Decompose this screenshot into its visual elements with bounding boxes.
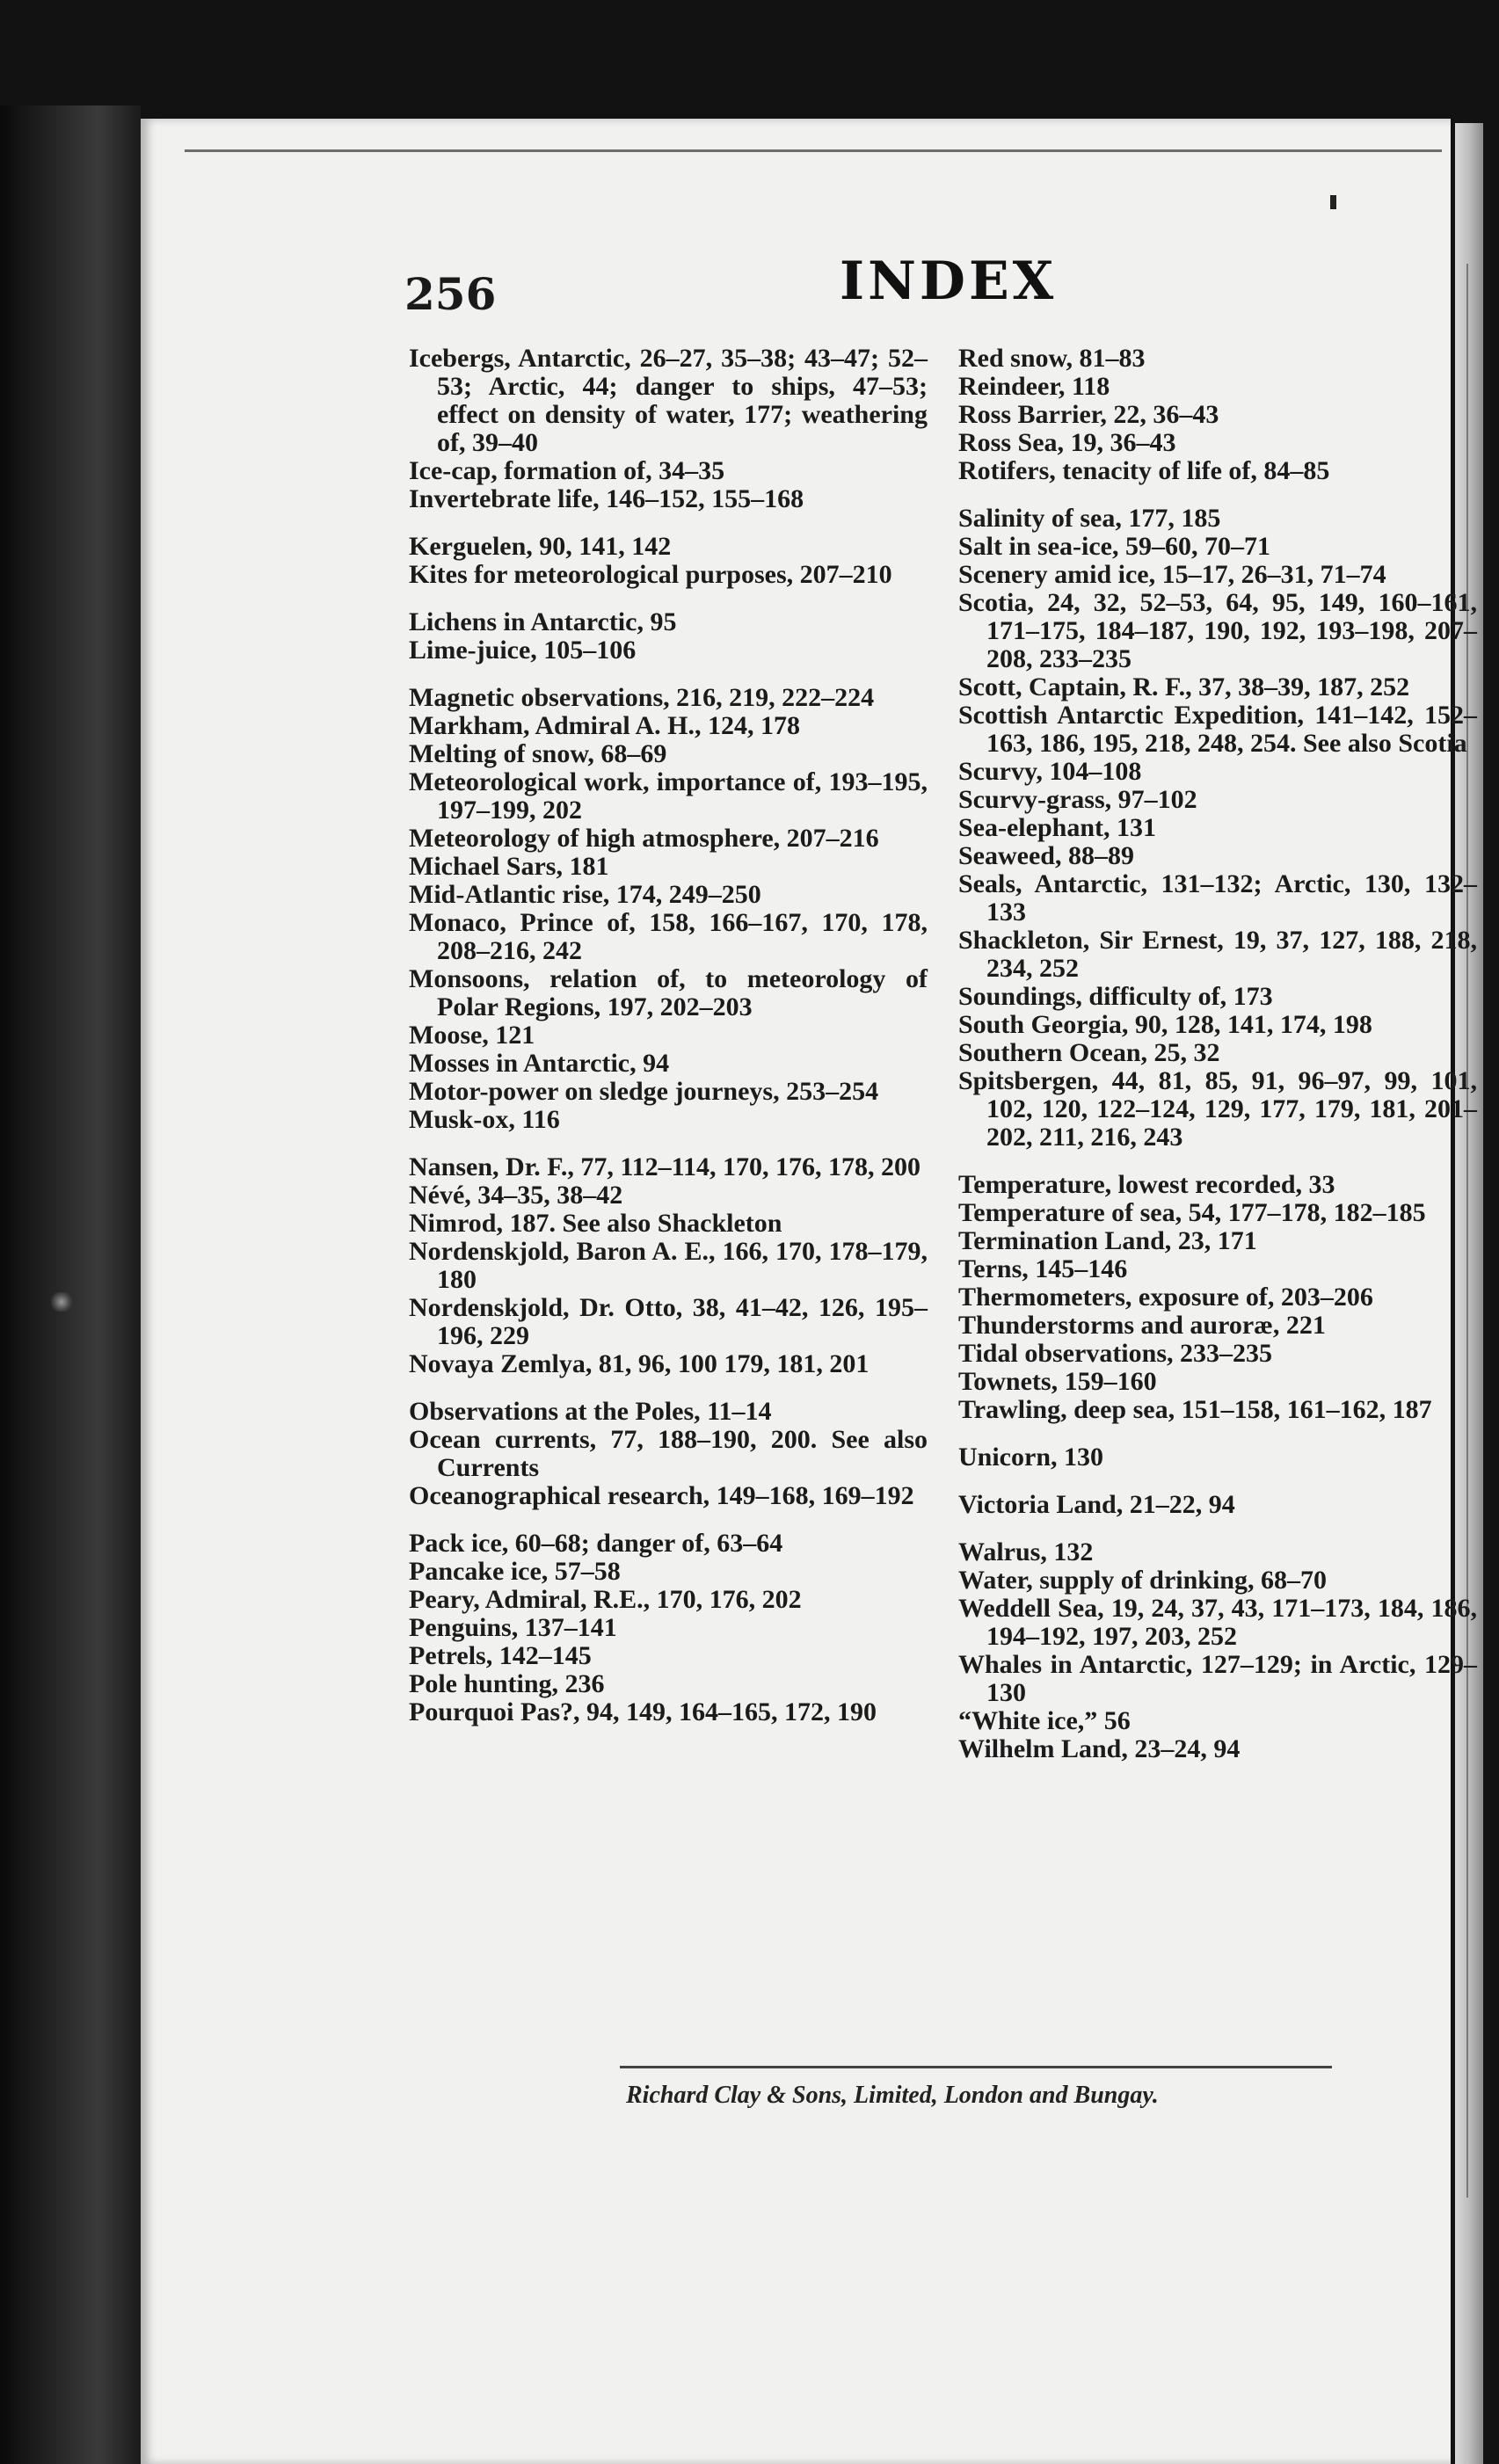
index-entry: Pole hunting, 236 bbox=[409, 1669, 605, 1698]
index-entry: Salt in sea-ice, 59–60, 70–71 bbox=[958, 532, 1270, 561]
top-rule bbox=[185, 149, 1442, 152]
index-entry: Icebergs, Antarctic, 26–27, 35–38; 43–47; 52–53; Arctic, 44; danger to ships, 47–53; effect on density of water, 177; weathering of, 39–40 bbox=[409, 344, 928, 457]
printer-imprint: Richard Clay & Sons, Limited, London and Bungay. bbox=[626, 2082, 1159, 2109]
index-entry: Reindeer, 118 bbox=[958, 372, 1110, 401]
index-entry: Walrus, 132 bbox=[958, 1537, 1094, 1566]
index-entry: Spitsbergen, 44, 81, 85, 91, 96–97, 99, 101, 102, 120, 122–124, 129, 177, 179, 181, 201–202, 211, 216, 243 bbox=[958, 1066, 1477, 1152]
index-entry: Terns, 145–146 bbox=[958, 1254, 1128, 1283]
index-entry: Whales in Antarctic, 127–129; in Arctic, 129–130 bbox=[958, 1650, 1477, 1707]
book-spine bbox=[0, 105, 141, 2464]
index-entry: Thermometers, exposure of, 203–206 bbox=[958, 1283, 1373, 1312]
index-entry: Michael Sars, 181 bbox=[409, 852, 609, 881]
index-entry: Meteorology of high atmosphere, 207–216 bbox=[409, 824, 879, 853]
index-entry: Soundings, difficulty of, 173 bbox=[958, 982, 1273, 1011]
index-column-left bbox=[409, 345, 928, 1726]
index-entry: Southern Ocean, 25, 32 bbox=[958, 1038, 1220, 1067]
index-entry: Scott, Captain, R. F., 37, 38–39, 187, 252 bbox=[958, 672, 1410, 701]
index-entry: Lichens in Antarctic, 95 bbox=[409, 607, 677, 636]
index-entry: Unicorn, 130 bbox=[958, 1443, 1103, 1472]
index-entry: Monaco, Prince of, 158, 166–167, 170, 178, 208–216, 242 bbox=[409, 908, 928, 965]
index-entry: Invertebrate life, 146–152, 155–168 bbox=[409, 484, 804, 513]
index-entry: Scurvy-grass, 97–102 bbox=[958, 785, 1197, 814]
index-entry: Scotia, 24, 32, 52–53, 64, 95, 149, 160–161, 171–175, 184–187, 190, 192, 193–198, 207–208, 233–235 bbox=[958, 588, 1477, 673]
index-entry: Scurvy, 104–108 bbox=[958, 757, 1142, 786]
index-entry: Victoria Land, 21–22, 94 bbox=[958, 1490, 1235, 1519]
index-entry: Observations at the Poles, 11–14 bbox=[409, 1397, 772, 1426]
index-entry: Seaweed, 88–89 bbox=[958, 841, 1134, 870]
index-entry: Ross Sea, 19, 36–43 bbox=[958, 428, 1176, 457]
index-entry: Ross Barrier, 22, 36–43 bbox=[958, 400, 1219, 429]
index-entry: Melting of snow, 68–69 bbox=[409, 739, 667, 768]
index-entry: Temperature, lowest recorded, 33 bbox=[958, 1170, 1335, 1199]
index-entry: Thunderstorms and auroræ, 221 bbox=[958, 1311, 1326, 1340]
index-entry: Mid-Atlantic rise, 174, 249–250 bbox=[409, 880, 761, 909]
index-entry: Termination Land, 23, 171 bbox=[958, 1226, 1257, 1255]
index-entry: Lime-juice, 105–106 bbox=[409, 636, 637, 665]
index-entry: Motor-power on sledge journeys, 253–254 bbox=[409, 1077, 879, 1106]
index-entry: Nordenskjold, Baron A. E., 166, 170, 178–179, 180 bbox=[409, 1237, 928, 1294]
index-entry: Shackleton, Sir Ernest, 19, 37, 127, 188, 218, 234, 252 bbox=[958, 926, 1477, 983]
dust-speck bbox=[48, 1292, 75, 1312]
index-entry: Townets, 159–160 bbox=[958, 1367, 1157, 1396]
index-entry: Temperature of sea, 54, 177–178, 182–185 bbox=[958, 1198, 1426, 1227]
index-entry: Tidal observations, 233–235 bbox=[958, 1339, 1272, 1368]
index-entry: Markham, Admiral A. H., 124, 178 bbox=[409, 711, 801, 740]
footer-rule bbox=[620, 2066, 1332, 2068]
index-entry: Salinity of sea, 177, 185 bbox=[958, 504, 1221, 533]
page-title: INDEX bbox=[840, 251, 1058, 312]
index-entry: Scottish Antarctic Expedition, 141–142, 152–163, 186, 195, 218, 248, 254. See also Scotia bbox=[958, 701, 1477, 758]
index-entry: “White ice,” 56 bbox=[958, 1706, 1131, 1735]
index-entry: Pancake ice, 57–58 bbox=[409, 1557, 621, 1586]
index-entry: Magnetic observations, 216, 219, 222–224 bbox=[409, 683, 875, 712]
index-entry: Water, supply of drinking, 68–70 bbox=[958, 1566, 1327, 1595]
index-entry: Nordenskjold, Dr. Otto, 38, 41–42, 126, 195–196, 229 bbox=[409, 1293, 928, 1350]
page-number: 256 bbox=[404, 268, 497, 320]
index-entry: Névé, 34–35, 38–42 bbox=[409, 1181, 623, 1210]
index-entry: Kerguelen, 90, 141, 142 bbox=[409, 532, 672, 561]
index-entry: Penguins, 137–141 bbox=[409, 1613, 617, 1642]
index-entry: Scenery amid ice, 15–17, 26–31, 71–74 bbox=[958, 560, 1386, 589]
index-entry: Trawling, deep sea, 151–158, 161–162, 187 bbox=[958, 1395, 1432, 1424]
index-entry: Kites for meteorological purposes, 207–210 bbox=[409, 560, 892, 589]
index-entry: Oceanographical research, 149–168, 169–192 bbox=[409, 1481, 914, 1510]
index-entry: Sea-elephant, 131 bbox=[958, 813, 1156, 842]
index-entry: Ice-cap, formation of, 34–35 bbox=[409, 456, 725, 485]
index-entry: Monsoons, relation of, to meteorology of Polar Regions, 197, 202–203 bbox=[409, 964, 928, 1021]
index-entry: Wilhelm Land, 23–24, 94 bbox=[958, 1734, 1241, 1763]
index-entry: Peary, Admiral, R.E., 170, 176, 202 bbox=[409, 1585, 802, 1614]
index-entry: Red snow, 81–83 bbox=[958, 344, 1146, 373]
index-entry: Ocean currents, 77, 188–190, 200. See also Currents bbox=[409, 1425, 928, 1482]
index-entry: Nansen, Dr. F., 77, 112–114, 170, 176, 178, 200 bbox=[409, 1152, 921, 1181]
index-entry: Musk-ox, 116 bbox=[409, 1105, 560, 1134]
index-entry: South Georgia, 90, 128, 141, 174, 198 bbox=[958, 1010, 1372, 1039]
index-entry: Pourquoi Pas?, 94, 149, 164–165, 172, 190 bbox=[409, 1697, 877, 1726]
index-entry: Mosses in Antarctic, 94 bbox=[409, 1049, 670, 1078]
index-column-right bbox=[958, 345, 1477, 1763]
index-entry: Weddell Sea, 19, 24, 37, 43, 171–173, 184, 186, 194–192, 197, 203, 252 bbox=[958, 1594, 1477, 1651]
index-entry: Nimrod, 187. See also Shackleton bbox=[409, 1209, 782, 1238]
ink-mark bbox=[1330, 195, 1336, 209]
index-entry: Meteorological work, importance of, 193–195, 197–199, 202 bbox=[409, 767, 928, 825]
index-entry: Novaya Zemlya, 81, 96, 100 179, 181, 201 bbox=[409, 1349, 870, 1378]
index-entry: Rotifers, tenacity of life of, 84–85 bbox=[958, 456, 1330, 485]
index-entry: Pack ice, 60–68; danger of, 63–64 bbox=[409, 1529, 783, 1558]
index-entry: Moose, 121 bbox=[409, 1021, 535, 1050]
index-entry: Seals, Antarctic, 131–132; Arctic, 130, 132–133 bbox=[958, 869, 1477, 927]
index-entry: Petrels, 142–145 bbox=[409, 1641, 592, 1670]
